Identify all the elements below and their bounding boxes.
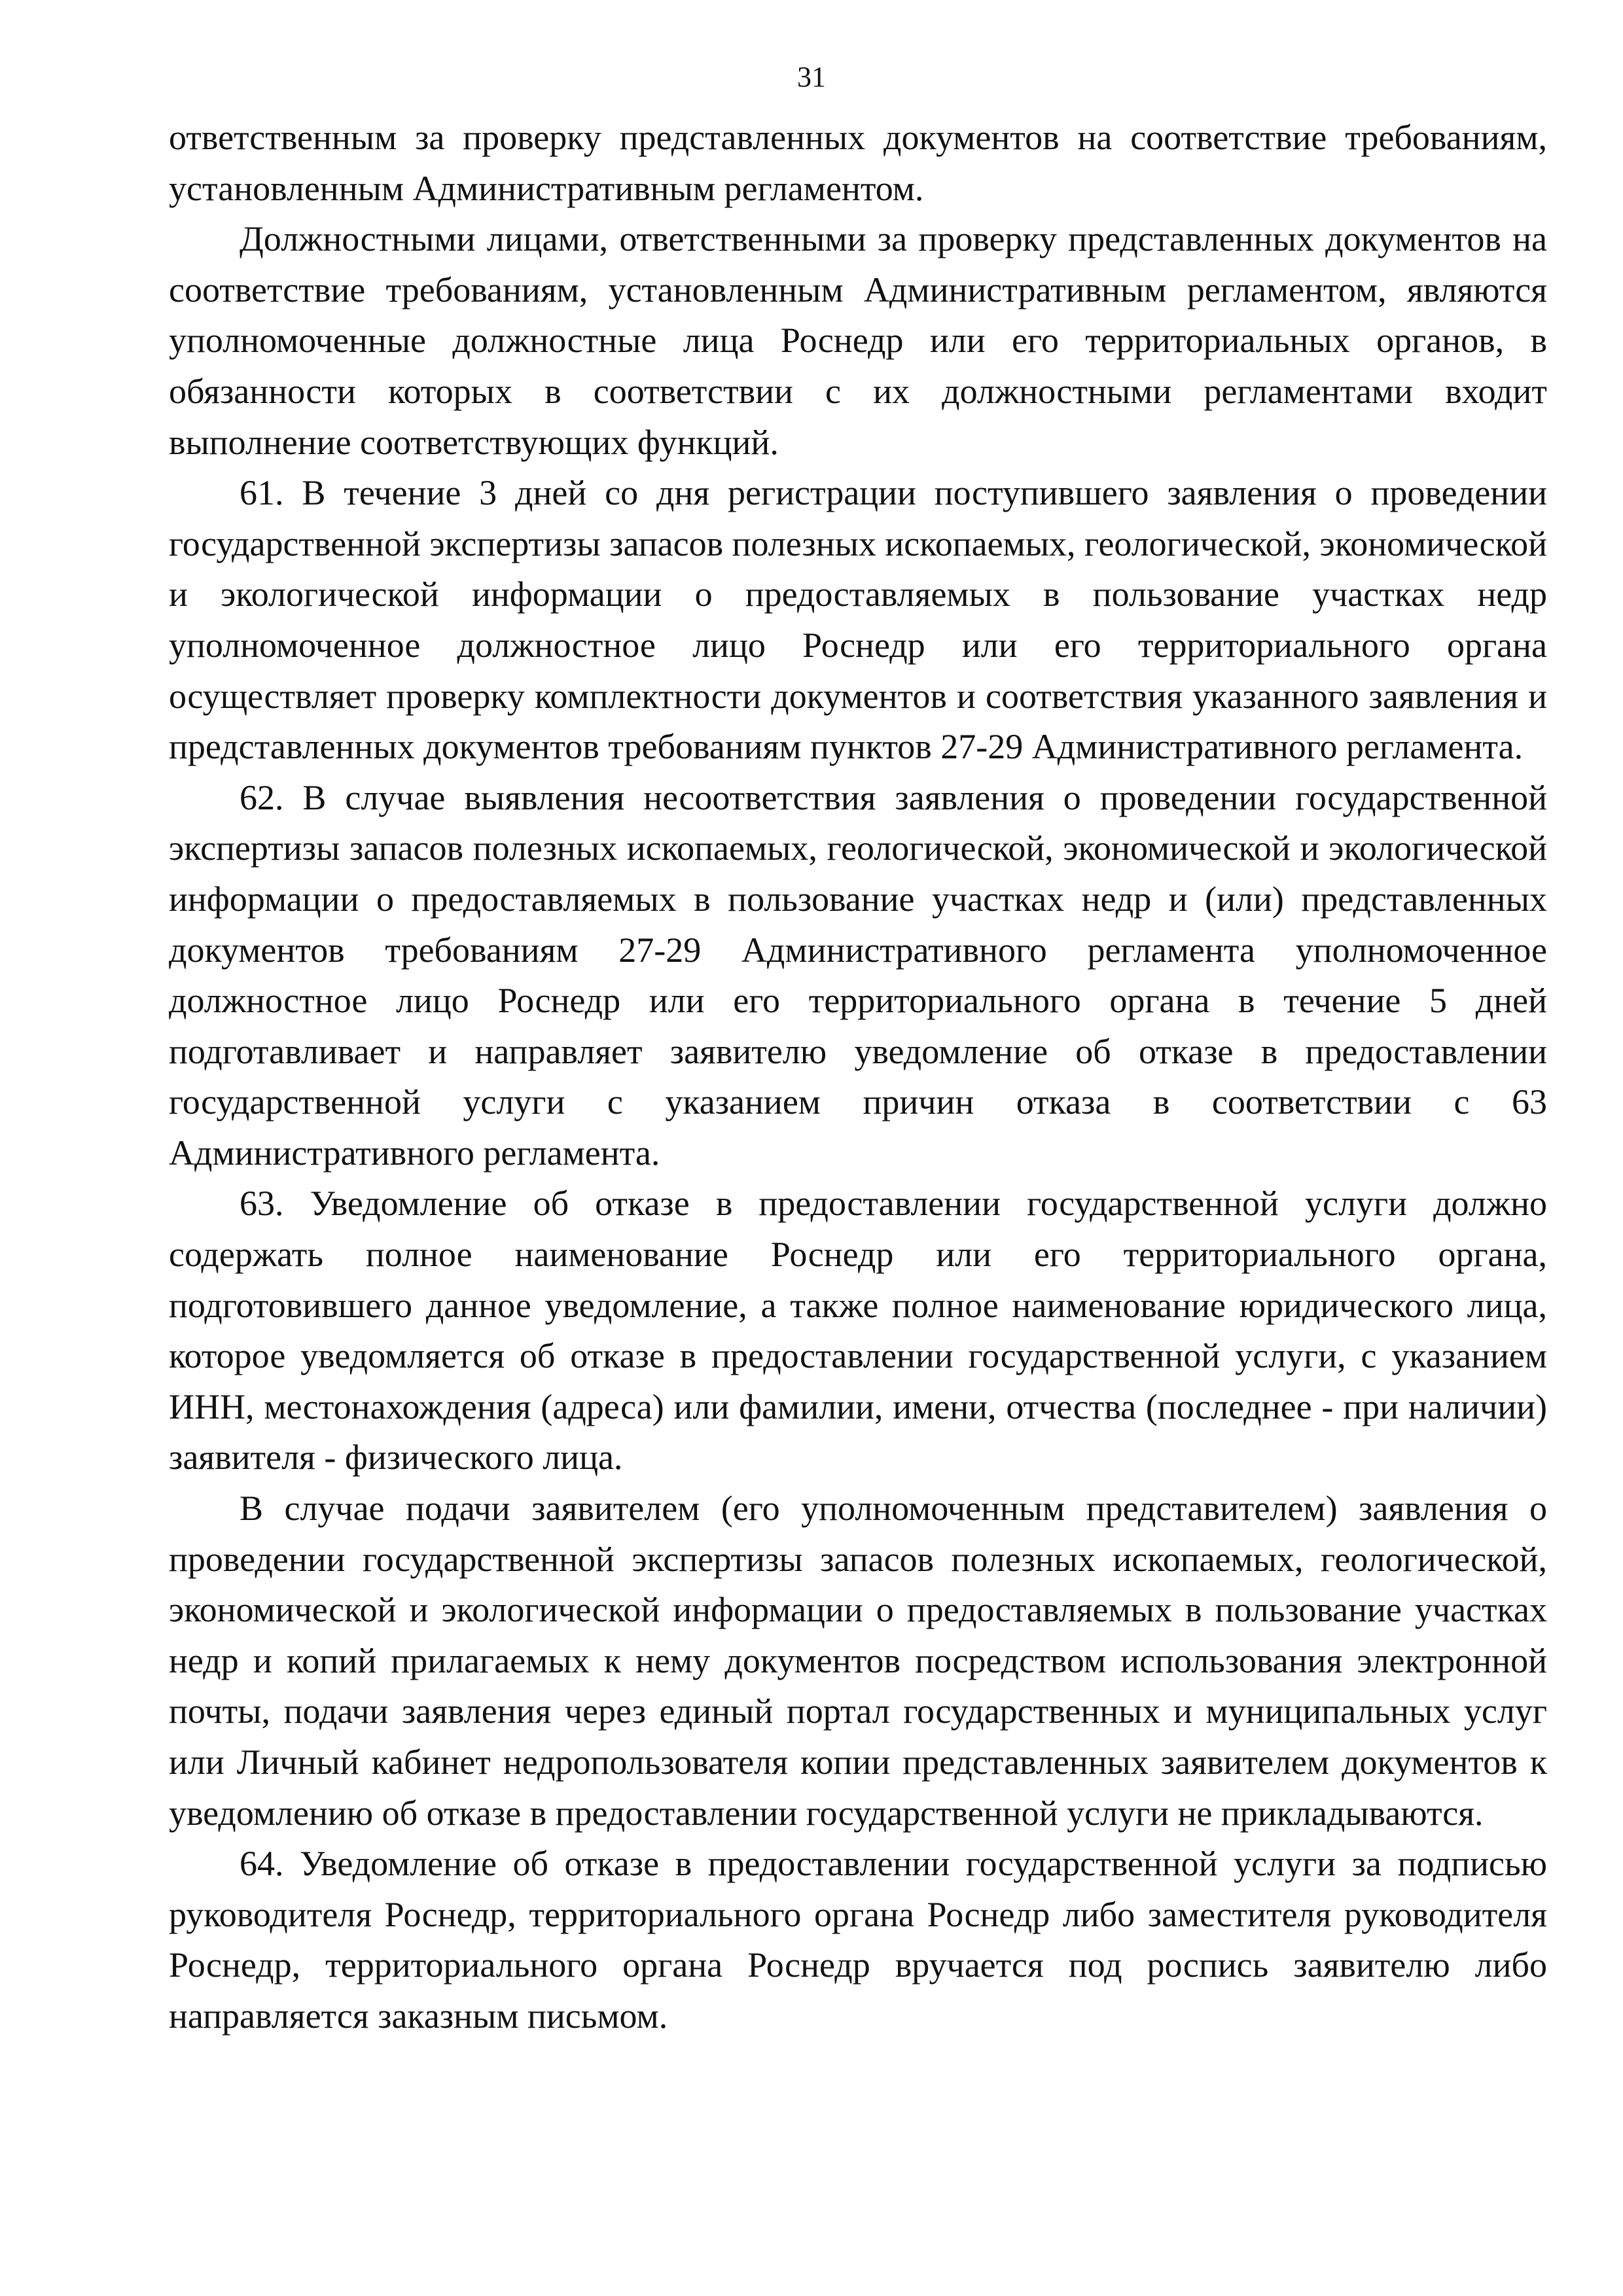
paragraph-electronic-submission: В случае подачи заявителем (его уполномоченным представителем) заявления о проведении государственной экспертизы запасов полезных ископаемых, геологической, экономической и экологической информации о предоставляемых в пользование участках недр и копий прилагаемых к нему документов посредством использования электронной почты, подачи заявления через единый портал государственных и муниципальных услуг или Личный кабинет недропользователя копии представленных заявителем документов к уведомлению об отказе в предоставлении государственной услуги не прикладываются. xyxy=(169,1489,1547,1833)
page-number: 31 xyxy=(797,61,826,93)
paragraph-item-61: 61. В течение 3 дней со дня регистрации поступившего заявления о проведении государственной экспертизы запасов полезных ископаемых, геологической, экономической и экологической информации о предоставляемых в пользование участках недр уполномоченное должностное лицо Роснедр или его территориального органа осуществляет проверку комплектности документов и соответствия указанного заявления и представленных документов требованиям пунктов 27-29 Административного регламента. xyxy=(169,473,1547,767)
paragraph-officials: Должностными лицами, ответственными за проверку представленных документов на соответствие требованиям, установленным Административным регламентом, являются уполномоченные должностные лица Роснедр или его территориальных органов, в обязанности которых в соответствии с их должностными регламентами входит выполнение соответствующих функций. xyxy=(169,219,1547,462)
paragraph-item-63: 63. Уведомление об отказе в предоставлении государственной услуги должно содержать полное наименование Роснедр или его территориального органа, подготовившего данное уведомление, а также полное наименование юридического лица, которое уведомляется об отказе в предоставлении государственной услуги, с указанием ИНН, местонахождения (адреса) или фамилии, имени, отчества (последнее - при наличии) заявителя - физического лица. xyxy=(169,1184,1547,1477)
paragraph-continuation: ответственным за проверку представленных документов на соответствие требованиям, установленным Административным регламентом. xyxy=(169,118,1547,208)
paragraph-item-62: 62. В случае выявления несоответствия заявления о проведении государственной экспертизы запасов полезных ископаемых, геологической, экономической и экологической информации о предоставляемых в пользование участках недр и (или) представленных документов требованиям 27-29 Административного регламента уполномоченное должностное лицо Роснедр или его территориального органа в течение 5 дней подготавливает и направляет заявителю уведомление об отказе в предоставлении государственной услуги с указанием причин отказа в соответствии с 63 Административного регламента. xyxy=(169,777,1547,1173)
paragraph-item-64: 64. Уведомление об отказе в предоставлении государственной услуги за подписью руководителя Роснедр, территориального органа Роснедр либо заместителя руководителя Роснедр, территориального органа Роснедр вручается под роспись заявителю либо направляется заказным письмом. xyxy=(169,1844,1547,2036)
document-body xyxy=(169,113,1547,2042)
